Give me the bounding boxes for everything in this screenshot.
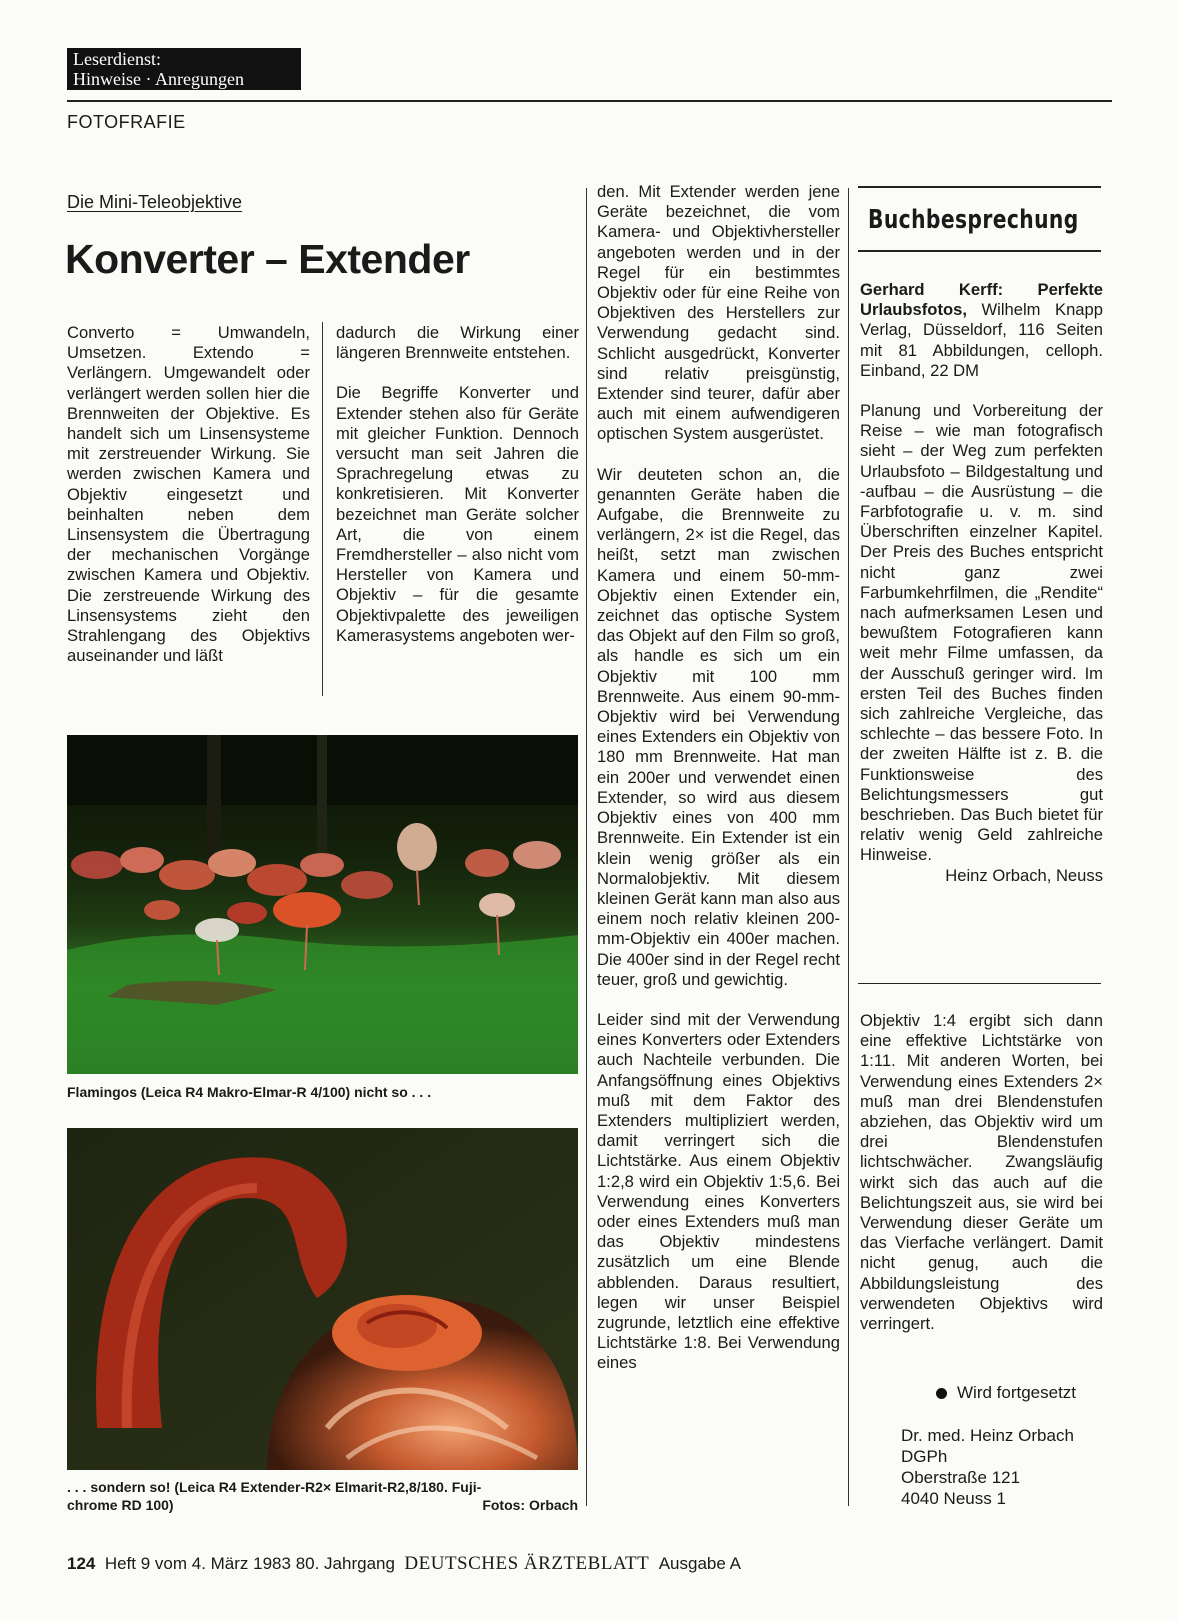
book-details: Wilhelm Knapp Verlag, Düsseldorf, 116 Seiten mit 81 Abbildungen, celloph. Einband, 22 DM [860, 300, 1103, 380]
column-2-paragraph-2: Die Begriffe Konverter und Extender stehen also für Geräte mit gleicher Funktion. Dennoch versucht man seit Jahren die Sprachregelung etwas zu konkretisieren. Mit Konverter bezeichnet man Geräte solcher Art, die von einem Fremdhersteller – also nicht vom Hersteller von Kamera und Objektiv – für die gesamte Objektivpalette des jeweiligen Kamerasystems angeboten wer- [336, 383, 579, 645]
header-rule [67, 100, 1112, 102]
article-kicker: Die Mini-Teleobjektive [67, 192, 243, 212]
author-line: 4040 Neuss 1 [901, 1489, 1006, 1508]
reviewer: Heinz Orbach, Neuss [945, 865, 1103, 885]
continued-text: Wird fortgesetzt [957, 1383, 1077, 1402]
magazine-name: DEUTSCHES ÄRZTEBLATT [404, 1553, 650, 1574]
column-2-paragraph-1: dadurch die Wirkung einer längeren Brennweite entstehen. [336, 323, 579, 363]
author-line: Oberstraße 121 [901, 1468, 1021, 1487]
caption-2-line-2: chrome RD 100) [67, 1497, 174, 1513]
bullet-icon [936, 1388, 947, 1399]
article-column-4 [860, 1011, 1103, 1354]
tag-line-2: Hinweise · Anregungen [73, 69, 244, 89]
edition: Ausgabe A [658, 1554, 741, 1573]
review-top-rule [858, 186, 1101, 188]
article-headline: Konverter – Extender [65, 236, 470, 282]
column-divider [322, 322, 323, 696]
column-4-text: Objektiv 1:4 ergibt sich dann eine effektive Lichtstärke von 1:11. Mit anderen Worten, bei Verwendung eines Extenders 2× muß man drei Blendenstufen abziehen, das Objektiv wird um drei Blendenstufen lichtschwächer. Zwangsläufig wirkt sich das auch auf die Belichtungszeit aus, sie wird bei Verwendung dieser Geräte um das Vierfache verlängert. Damit nicht genug, auch die Abbildungsleistung des verwendeten Objektivs wird verringert. [860, 1011, 1103, 1334]
author-address [901, 1425, 1074, 1509]
article-column-2 [336, 323, 579, 666]
caption-2-line-1: . . . sondern so! (Leica R4 Extender-R2× Elmarit-R2,8/180. Fuji- [67, 1479, 482, 1495]
section-label: FOTOFRAFIE [67, 112, 186, 132]
page-footer [67, 1553, 741, 1575]
column-divider [586, 188, 587, 1506]
page-number: 124 [67, 1554, 96, 1573]
review-title: Buchbesprechung [868, 205, 1079, 235]
column-1-text: Converto = Umwandeln, Umsetzen. Extendo = Verlängern. Umgewandelt oder verlängert werden sollen hier die Brennweiten der Objektive. Es handelt sich um Linsensysteme mit zerstreuender Wirkung. Sie werden zwischen Kamera und Objektiv eingesetzt und beinhalten neben dem Linsensystem die Übertragung der mechanischen Vorgänge zwischen Kamera und Objektiv. Die zerstreuende Wirkung des Linsensystems zieht den Strahlengang des Objektivs auseinander und läßt [67, 323, 310, 666]
book-review [860, 280, 1103, 886]
review-bottom-rule [858, 983, 1101, 984]
issue-info: Heft 9 vom 4. März 1983 80. Jahrgang [104, 1554, 395, 1573]
article-column-1 [67, 323, 310, 686]
flamingo-photo-2 [67, 1128, 578, 1470]
photo-credit: Fotos: Orbach [482, 1497, 578, 1513]
review-title-rule [858, 250, 1101, 252]
continued-note [936, 1383, 1076, 1403]
flamingo-photo-1 [67, 735, 578, 1074]
tag-line-1: Leserdienst: [73, 49, 161, 69]
column-divider [848, 188, 849, 1506]
book-author-title: Gerhard Kerff: Perfekte Urlaubsfotos, [860, 280, 1103, 320]
column-3-paragraph-3: Leider sind mit der Verwendung eines Konverters oder Extenders auch Nachteile verbunden. Die Anfangsöffnung eines Objektivs muß mit dem Faktor des Extenders multipliziert werden, damit verringert sich die Lichtstärke. Aus einem Objektiv 1:2,8 wird ein Objektiv 1:5,6. Bei Verwendung eines Konverters oder eines Extenders muß man das Objektiv mindestens zusätzlich um eine Blende abblenden. Daraus resultiert, legen wir unser Beispiel zugrunde, letztlich eine effektive Lichtstärke 1:8. Bei Verwendung eines [597, 1009, 840, 1373]
author-line: Dr. med. Heinz Orbach [901, 1426, 1074, 1445]
photo-1-caption: Flamingos (Leica R4 Makro-Elmar-R 4/100) nicht so . . . [67, 1084, 432, 1100]
column-3-paragraph-1: den. Mit Extender werden jene Geräte bezeichnet, die vom Kamera- und Objektivhersteller angeboten werden und in der Regel für ein bestimmtes Objektiv oder für eine Reihe von Objektiven des Herstellers zur Verwendung gedacht sind. Schlicht ausgedrückt, Konverter sind relativ preisgünstig, Extender sind teurer, dafür aber auch mit einem aufwendigeren optischen System ausgerüstet. [597, 182, 840, 444]
author-line: DGPh [901, 1447, 948, 1466]
column-3-paragraph-2: Wir deuteten schon an, die genannten Geräte haben die Aufgabe, die Brennweite zu verlängern, 2× ist die Regel, das heißt, setzt man zwischen Kamera und einem 50-mm-Objektiv einen Extender ein, zeichnet das optische System das Objekt auf den Film so groß, als handle es sich um ein Objektiv mit 100 mm Brennweite. Aus einem 90-mm-Objektiv wird bei Verwendung eines Extenders ein Objektiv von 180 mm Brennweite. Hat man ein 200er und verwendet einen Extender, so wird aus diesem Objektiv eines von 400 mm Brennweite. Ein Extender ist ein klein wenig größer als ein Normalobjektiv. Mit diesem kleinen Gerät kann man also aus einem noch relativ kleinen 200-mm-Objektiv ein 400er machen. Die 400er sind in der Regel recht teuer, groß und gewichtig. [597, 464, 840, 989]
section-tag [67, 48, 301, 90]
photo-2-caption [67, 1478, 578, 1514]
review-body: Planung und Vorbereitung der Reise – wie man fotografisch sieht – der Weg zum perfekten Urlaubsfoto – Bildgestaltung und -aufbau – die Ausrüstung – die Farbfotografie u. v. m. sind Überschriften einzelner Kapitel. Der Preis des Buches entspricht nicht ganz zwei Farbumkehrfilmen, die „Rendite“ nach aufmerksamen Lesen und bewußtem Fotografieren kann weit mehr Filme umfassen, da der Ausschuß geringer wird. Im ersten Teil des Buches finden sich zahlreiche Vergleiche, das schlechte – das bessere Foto. In der zweiten Hälfte ist z. B. die Funktionsweise des Belichtungsmessers gut beschrieben. Das Buch bietet für relativ wenig Geld zahlreiche Hinweise. [860, 401, 1103, 865]
article-column-3 [597, 182, 840, 1394]
